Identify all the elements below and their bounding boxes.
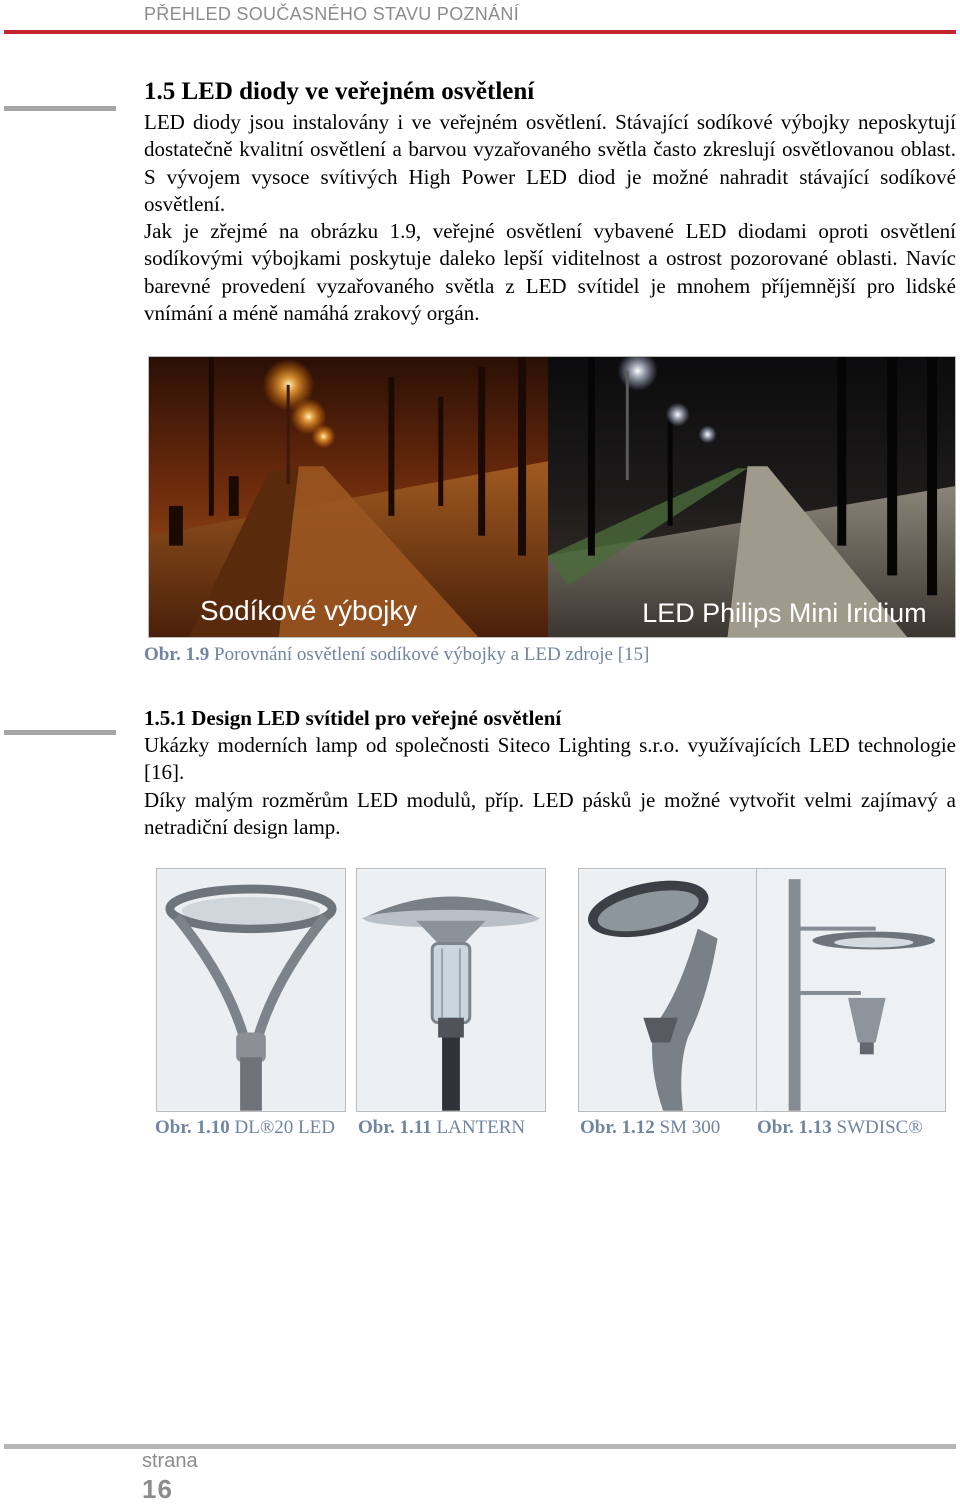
subsection-heading: 1.5.1 Design LED svítidel pro veřejné osvětlení: [144, 706, 562, 730]
lamp-caption-number: Obr. 1.10: [155, 1117, 230, 1138]
caption-text: Porovnání osvětlení sodíkové výbojky a LED zdroje [15]: [209, 644, 650, 665]
margin-marker: [4, 730, 116, 735]
label-sodium: Sodíkové výbojky: [199, 595, 418, 627]
lamp-caption-name: SWDISC®: [831, 1117, 923, 1138]
lamp-caption-number: Obr. 1.11: [358, 1117, 432, 1138]
lamp-caption: [580, 1117, 720, 1139]
lamp-caption: [757, 1117, 923, 1139]
lamp-dl20-photo: [156, 868, 346, 1112]
header-rule: [4, 30, 956, 34]
lamp-sm300-photo: [578, 868, 768, 1112]
margin-marker: [4, 106, 116, 111]
label-led: LED Philips Mini Iridium: [642, 598, 927, 629]
lamp-caption-name: SM 300: [654, 1117, 721, 1138]
lamp-lantern-photo: [356, 868, 546, 1112]
paragraph: LED diody jsou instalovány i ve veřejném osvětlení. Stávající sodíkové výbojky neposkytují dostatečně kvalitní osvětlení a barvou vyzařovaného světla často zkreslují osvětlovanou oblast. S vývojem vysoce svítivých High Power LED diod je možné nahradit stávající sodíkové osvětlení.: [144, 110, 956, 216]
running-header: PŘEHLED SOUČASNÉHO STAVU POZNÁNÍ: [144, 4, 519, 24]
lamp-caption-number: Obr. 1.13: [757, 1117, 832, 1138]
paragraph: Ukázky moderních lamp od společnosti Siteco Lighting s.r.o. využívajících LED technologie [16].: [144, 733, 956, 785]
lamp-caption: [358, 1117, 525, 1139]
caption-number: Obr. 1.9: [144, 644, 210, 665]
page-label: strana: [142, 1450, 198, 1472]
lamp-caption-name: LANTERN: [431, 1117, 526, 1138]
lamp-caption-name: DL®20 LED: [229, 1117, 335, 1138]
lamp-caption-number: Obr. 1.12: [580, 1117, 655, 1138]
section-heading: 1.5 LED diody ve veřejném osvětlení: [144, 78, 535, 105]
paragraph: Jak je zřejmé na obrázku 1.9, veřejné osvětlení vybavené LED diodami oproti osvětlení sodíkovými výbojkami poskytuje daleko lepší viditelnost a ostrost pozorované oblasti. Navíc barevné provedení vyzařovaného světla z LED svítidel je mnohem příjemnější pro lidské vnímání a méně namáhá zrakový orgán.: [144, 219, 956, 325]
lamp-swdisc-photo: [756, 868, 946, 1112]
lamp-caption: [155, 1117, 335, 1139]
footer-rule: [4, 1444, 956, 1449]
figure-caption: [144, 644, 649, 666]
paragraph: Díky malým rozměrům LED modulů, příp. LED pásků je možné vytvořit velmi zajímavý a netradiční design lamp.: [144, 788, 956, 840]
lighting-comparison-photo: [148, 356, 956, 638]
page-number: 16: [142, 1474, 173, 1504]
